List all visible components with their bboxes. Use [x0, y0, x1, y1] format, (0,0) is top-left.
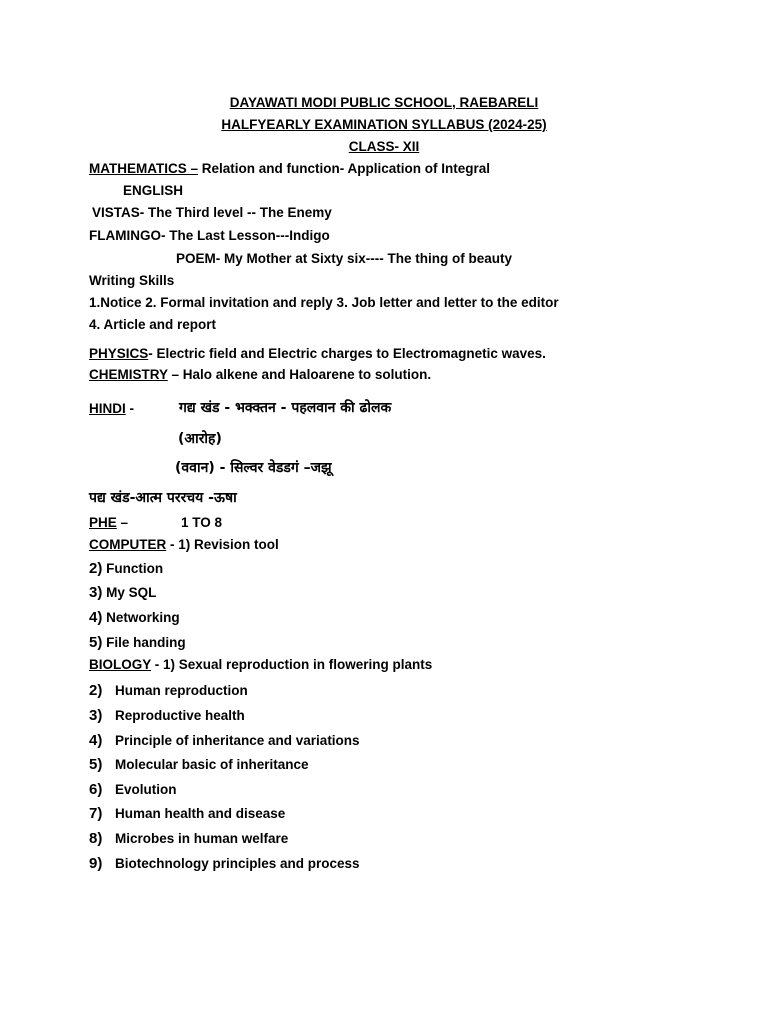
phe-text: 1 TO 8 — [181, 515, 223, 530]
computer-item — [89, 561, 163, 577]
mathematics-text: Relation and function- Application of Integral — [198, 161, 490, 176]
phe-line — [89, 515, 128, 531]
hindi-aaroh-line: (आरोह) — [178, 431, 222, 447]
computer-item — [89, 635, 186, 651]
class-title: CLASS- XII — [348, 139, 420, 154]
physics-label: PHYSICS — [89, 346, 149, 361]
writing-skills-label: Writing Skills — [89, 273, 175, 288]
biology-item-text: Principle of inheritance and variations — [115, 733, 360, 748]
computer-item-number: 4) — [89, 609, 103, 626]
biology-item-text: Microbes in human welfare — [115, 831, 289, 846]
biology-item-number: 9) — [89, 855, 103, 872]
hindi-sep: - — [125, 401, 134, 416]
english-label: ENGLISH — [123, 183, 184, 198]
biology-item — [89, 733, 360, 749]
biology-item-1: - 1) Sexual reproduction in flowering plants — [151, 657, 433, 672]
biology-item-text: Reproductive health — [115, 708, 245, 723]
chemistry-line — [89, 367, 431, 383]
biology-item — [89, 782, 177, 798]
phe-label: PHE — [89, 515, 117, 530]
computer-item-text: My SQL — [102, 585, 157, 600]
hindi-label: HINDI — [89, 401, 126, 416]
biology-item — [89, 683, 248, 699]
exam-title: HALFYEARLY EXAMINATION SYLLABUS (2024-25) — [221, 117, 547, 132]
computer-item-number: 5) — [89, 634, 103, 651]
chemistry-text: – Halo alkene and Haloarene to solution. — [167, 367, 432, 382]
computer-item-number: 3) — [89, 584, 103, 601]
biology-item — [89, 757, 309, 773]
writing-skills-line-2: 4. Article and report — [89, 317, 217, 332]
computer-item-text: Networking — [102, 610, 180, 625]
computer-item-1: - 1) Revision tool — [166, 537, 279, 552]
hindi-poetry-line: पद्य खंड-आत्म पररचय -ऊषा — [89, 490, 237, 506]
computer-label: COMPUTER — [89, 537, 167, 552]
biology-item-text: Molecular basic of inheritance — [115, 757, 309, 772]
biology-item-text: Human health and disease — [115, 806, 286, 821]
biology-item — [89, 856, 360, 872]
physics-line — [89, 346, 546, 362]
computer-item — [89, 585, 156, 601]
biology-item-text: Human reproduction — [115, 683, 248, 698]
english-flamingo: FLAMINGO- The Last Lesson---Indigo — [89, 228, 330, 243]
hindi-line — [89, 401, 134, 417]
biology-item-number: 6) — [89, 781, 103, 798]
biology-item-text: Biotechnology principles and process — [115, 856, 360, 871]
mathematics-label: MATHEMATICS – — [89, 161, 198, 176]
hindi-prose-line: गद्य खंड - भक्क्तन - पहलवान की ढोलक — [179, 400, 392, 416]
mathematics-line — [89, 161, 490, 177]
biology-item — [89, 708, 245, 724]
biology-item-number: 8) — [89, 830, 103, 847]
school-title: DAYAWATI MODI PUBLIC SCHOOL, RAEBARELI — [229, 95, 539, 110]
english-vistas: VISTAS- The Third level -- The Enemy — [92, 205, 332, 220]
computer-item-text: Function — [102, 561, 164, 576]
chemistry-label: CHEMISTRY — [89, 367, 168, 382]
computer-item-number: 2) — [89, 560, 103, 577]
biology-item — [89, 806, 285, 822]
biology-label: BIOLOGY — [89, 657, 152, 672]
biology-item-number: 2) — [89, 682, 103, 699]
biology-item-number: 4) — [89, 732, 103, 749]
writing-skills-line-1: 1.Notice 2. Formal invitation and reply 3. Job letter and letter to the editor — [89, 295, 559, 310]
physics-text: - Electric field and Electric charges to Electromagnetic waves. — [148, 346, 546, 361]
biology-item-text: Evolution — [115, 782, 177, 797]
biology-item-number: 7) — [89, 805, 103, 822]
phe-sep: – — [116, 515, 129, 530]
computer-line — [89, 537, 279, 553]
english-poem: POEM- My Mother at Sixty six---- The thing of beauty — [176, 251, 513, 266]
hindi-vitan-line: (ववान) - सिल्वर वेडडगं –जझू — [175, 460, 332, 476]
biology-item-number: 5) — [89, 756, 103, 773]
computer-item — [89, 610, 180, 626]
biology-item — [89, 831, 288, 847]
biology-item-number: 3) — [89, 707, 103, 724]
computer-item-text: File handing — [102, 635, 186, 650]
biology-line — [89, 657, 432, 673]
